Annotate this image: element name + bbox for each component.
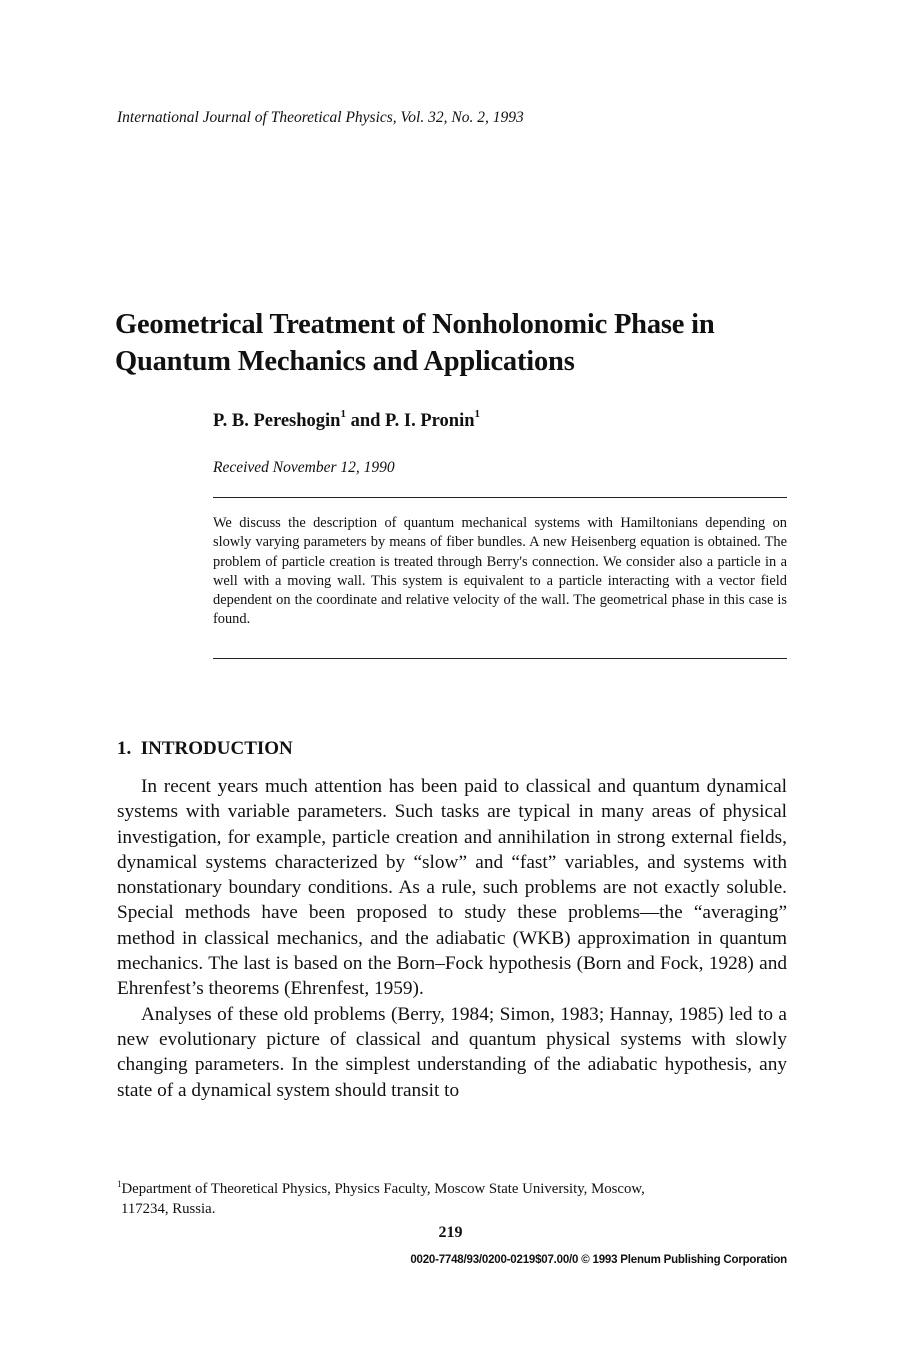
section-number: 1. <box>117 738 132 759</box>
author-2-footnote-mark: 1 <box>474 408 480 420</box>
author-2: P. I. Pronin <box>385 411 475 432</box>
abstract-top-rule <box>213 497 787 498</box>
paragraph-1: In recent years much attention has been paid to classical and quantum dynamical systems with variable parameters. Such tasks are typical in many areas of physical investigation, for example, particle creation and annihilation in strong external fields, dynamical systems characterized by “slow” and “fast” variables, and systems with nonstationary boundary conditions. As a rule, such problems are not exactly soluble. Special methods have been proposed to study these problems—the “averaging” method in classical mechanics, and the adiabatic (WKB) approximation in quantum mechanics. The last is based on the Born–Fock hypothesis (Born and Fock, 1928) and Ehrenfest’s theorems (Ehrenfest, 1959). <box>117 776 787 1000</box>
footnote-line-2: 117234, Russia. <box>121 1200 216 1217</box>
footnote <box>117 1174 787 1219</box>
author-list <box>213 410 480 432</box>
body-text <box>117 774 787 1103</box>
abstract: We discuss the description of quantum mechanical systems with Hamiltonians depending on slowly varying parameters by means of fiber bundles. A new Heisenberg equation is obtained. The problem of particle creation is treated through Berry's connection. We consider also a particle in a well with a moving wall. This system is equivalent to a particle interacting with a vector field dependent on the coordinate and relative velocity of the wall. The geometrical phase in this case is found. <box>213 515 787 628</box>
abstract-bottom-rule <box>213 658 787 659</box>
journal-header: International Journal of Theoretical Physics, Vol. 32, No. 2, 1993 <box>117 109 524 126</box>
received-date: Received November 12, 1990 <box>213 459 395 476</box>
page-number: 219 <box>438 1224 463 1241</box>
copyright-line: 0020-7748/93/0200-0219$07.00/0 © 1993 Plenum Publishing Corporation <box>410 1254 787 1266</box>
paragraph-2: Analyses of these old problems (Berry, 1984; Simon, 1983; Hannay, 1985) led to a new evolutionary picture of classical and quantum physical systems with slowly changing parameters. In the simplest understanding of the adiabatic hypothesis, any state of a dynamical system should transit to <box>117 1003 787 1101</box>
footnote-mark: 1 <box>117 1179 122 1189</box>
section-heading <box>117 738 293 760</box>
title-line-2: Quantum Mechanics and Applications <box>115 346 575 377</box>
author-conjunction: and <box>345 411 386 432</box>
paper-title <box>115 306 815 380</box>
section-title: INTRODUCTION <box>140 738 293 759</box>
author-1-footnote-mark: 1 <box>340 408 346 420</box>
title-line-1: Geometrical Treatment of Nonholonomic Phase in <box>115 309 715 340</box>
author-1: P. B. Pereshogin <box>213 411 341 432</box>
footnote-line-1: Department of Theoretical Physics, Physics Faculty, Moscow State University, Moscow, <box>121 1180 645 1197</box>
